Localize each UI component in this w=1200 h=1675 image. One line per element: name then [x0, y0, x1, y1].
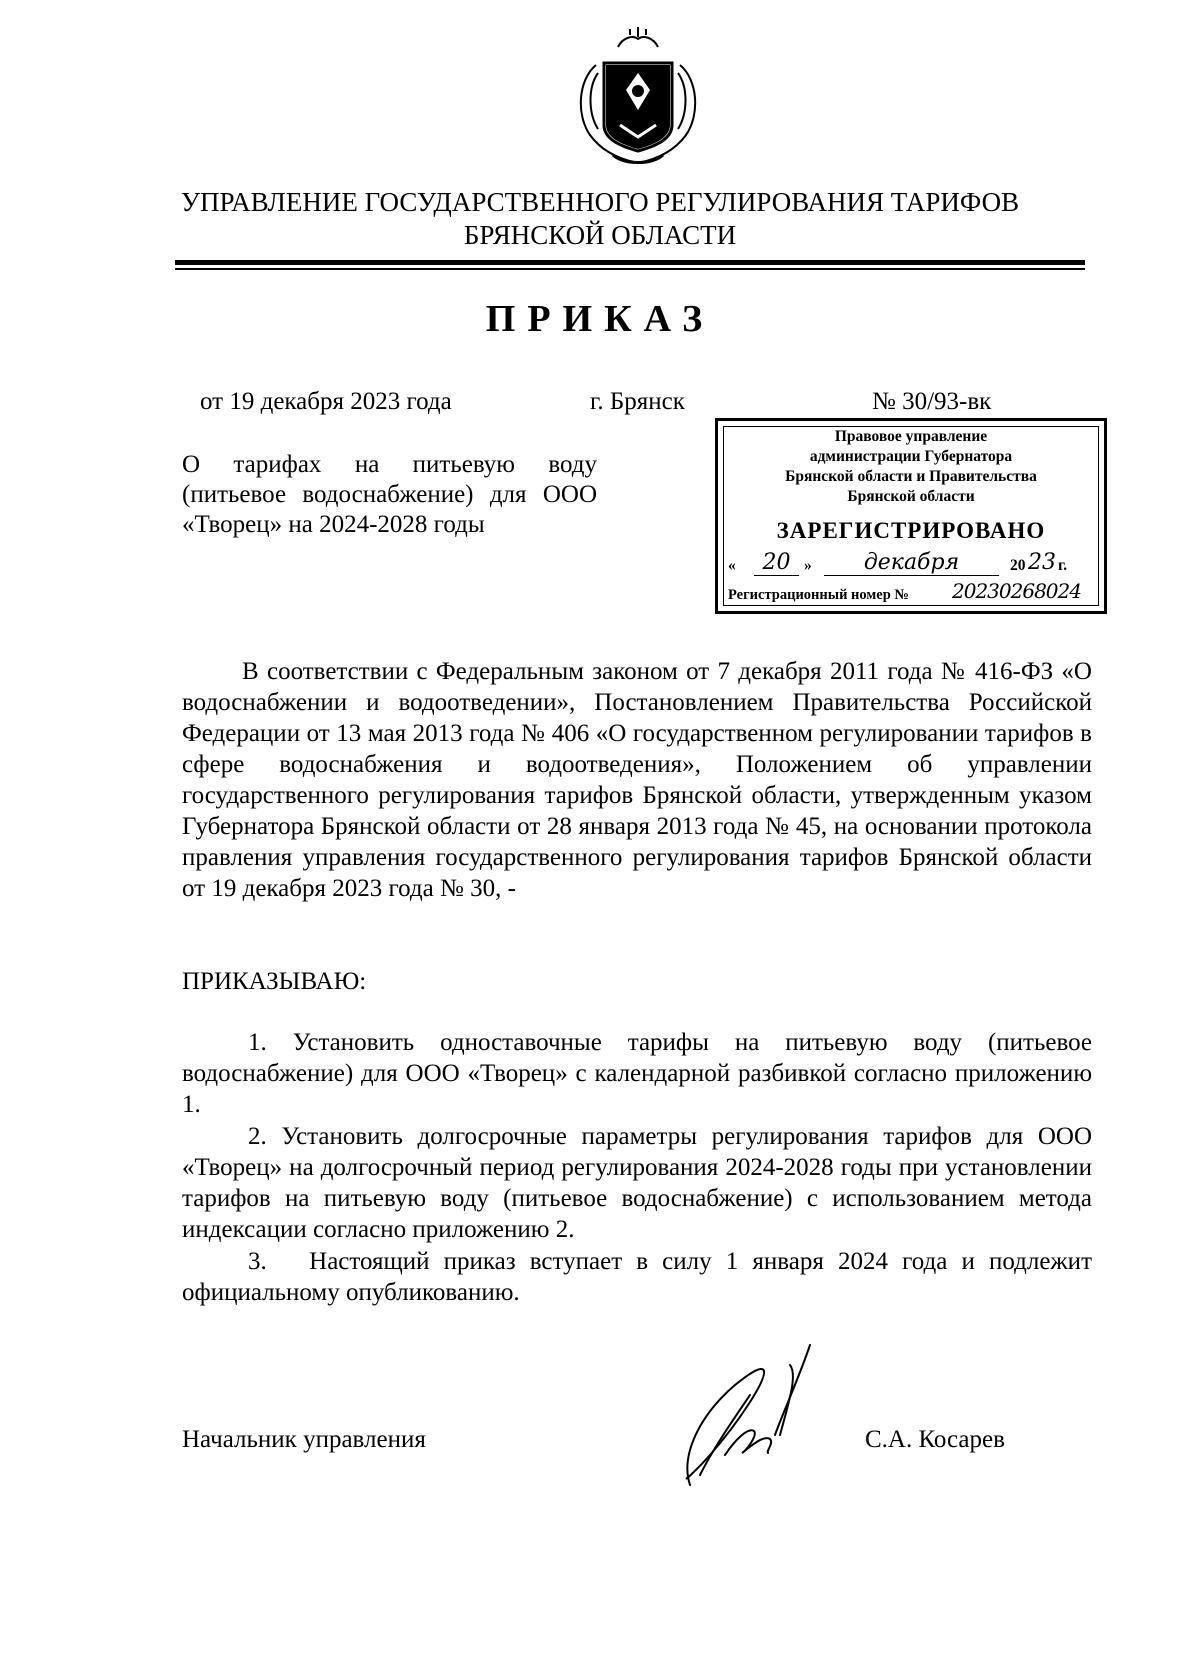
- order-item-3: 3. Настоящий приказ вступает в силу 1 января 2024 года и подлежит официальному опубликованию.: [182, 1248, 1099, 1306]
- signer-name: С.А. Косарев: [865, 1426, 1005, 1453]
- signature-icon: [630, 1335, 850, 1495]
- stamp-line-2: администрации Губернатора: [809, 448, 1013, 465]
- stamp-month: декабря: [824, 550, 999, 576]
- stamp-day: 20: [754, 550, 799, 576]
- org-name-line2: БРЯНСКОЙ ОБЛАСТИ: [463, 220, 737, 250]
- order-directive: ПРИКАЗЫВАЮ:: [182, 968, 367, 995]
- document-date: от 19 декабря 2023 года: [200, 388, 452, 415]
- order-item-2: 2. Установить долгосрочные параметры регулирования тарифов для ООО «Творец» на долгосрочный период регулирования 2024-2028 годы при установлении тарифов на питьевую воду (питьевое водоснабжение) с использованием метода индексации согласно приложению 2.: [182, 1123, 1092, 1243]
- stamp-close-quote: »: [804, 557, 812, 574]
- stamp-line-1: Правовое управление: [834, 428, 988, 445]
- stamp-line-4: Брянской области: [847, 488, 975, 505]
- issuing-authority: [100, 186, 1100, 252]
- stamp-reg-number: 20230268024: [952, 579, 1081, 603]
- stamp-year-suffix: г.: [1058, 557, 1068, 574]
- order-item-1: 1. Установить одноставочные тарифы на питьевую воду (питьевое водоснабжение) для ООО «Творец» с календарной разбивкой согласно приложению 1.: [182, 1029, 1092, 1118]
- org-name-line1: УПРАВЛЕНИЕ ГОСУДАРСТВЕННОГО РЕГУЛИРОВАНИЯ ТАРИФОВ: [180, 187, 1020, 217]
- document-title: ПРИКАЗ: [485, 298, 715, 340]
- stamp-inner-frame: [723, 426, 1099, 606]
- stamp-year-prefix: 20: [1010, 557, 1026, 574]
- registration-stamp: [715, 418, 1107, 614]
- document-subject: О тарифах на питьевую воду (питьевое водоснабжение) для ООО «Творец» на 2024-2028 годы: [182, 451, 597, 538]
- stamp-reg-label: Регистрационный номер №: [728, 587, 909, 603]
- document-city: г. Брянск: [590, 388, 685, 415]
- signer-title: Начальник управления: [182, 1426, 426, 1453]
- coat-of-arms-icon: [568, 25, 708, 170]
- header-divider-thin: [175, 268, 1085, 270]
- stamp-status: ЗАРЕГИСТРИРОВАНО: [776, 518, 1046, 543]
- preamble-paragraph: В соответствии с Федеральным законом от 7 декабря 2011 года № 416-ФЗ «О водоснабжении и водоотведении», Постановлением Правительства Российской Федерации от 13 мая 2013 года № 406 «О государственном регулировании тарифов в сфере водоснабжения и водоотведения», Положением об управлении государственного регулирования тарифов Брянской области, утвержденным указом Губернатора Брянской области от 28 января 2013 года № 45, на основании протокола правления управления государственного регулирования тарифов Брянской области от 19 декабря 2023 года № 30, -: [182, 658, 1092, 902]
- stamp-year: 23: [1028, 550, 1056, 575]
- stamp-open-quote: «: [728, 557, 736, 574]
- header-divider-thick: [175, 260, 1085, 265]
- document-number: № 30/93-вк: [872, 388, 992, 415]
- stamp-line-3: Брянской области и Правительства: [785, 468, 1037, 485]
